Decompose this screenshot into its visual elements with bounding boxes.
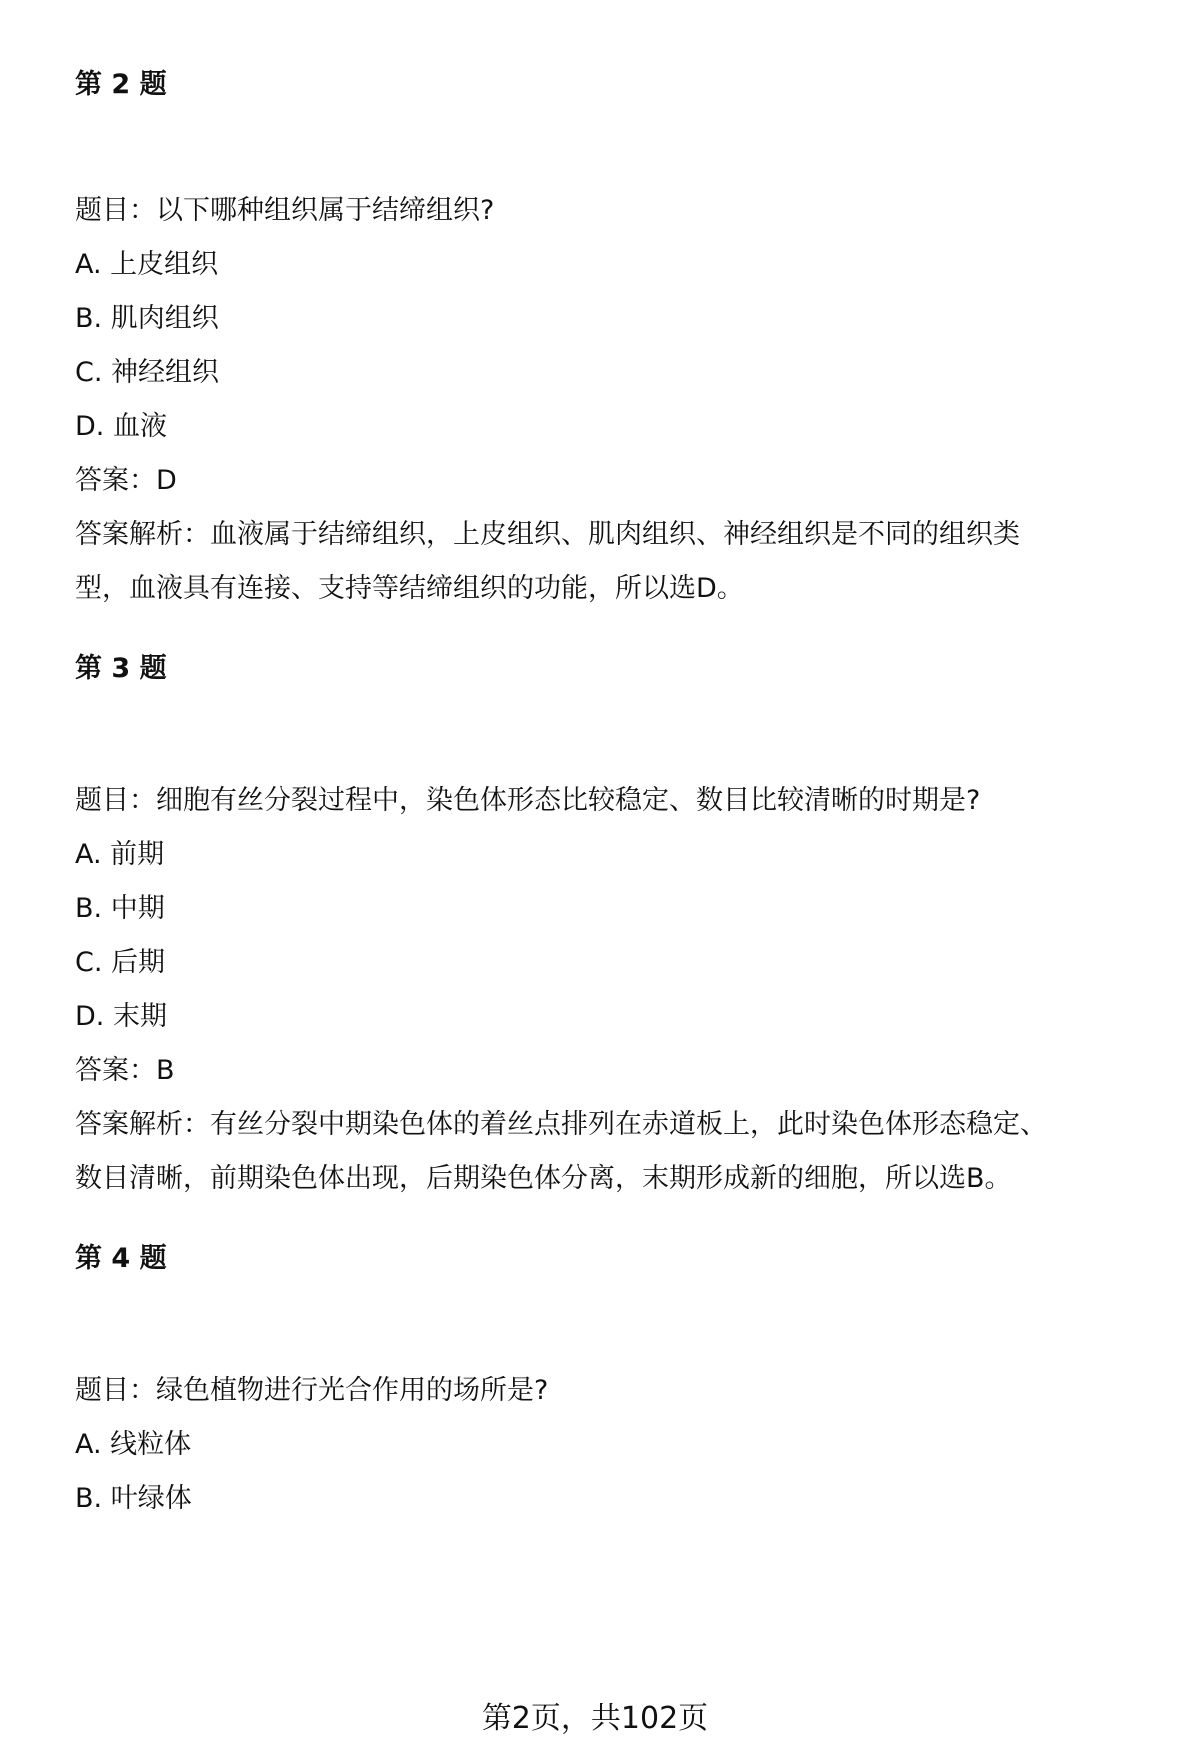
option-b: B. 叶绿体 [75,1483,192,1514]
explanation-line: 型，血液具有连接、支持等结缔组织的功能，所以选D。 [75,573,744,604]
question-heading: 第 4 题 [75,1243,167,1274]
question-text: 题目：绿色植物进行光合作用的场所是? [75,1375,549,1406]
option-b: B. 肌肉组织 [75,303,219,334]
answer: 答案：B [75,1055,175,1086]
option-a: A. 线粒体 [75,1429,192,1460]
option-d: D. 血液 [75,411,167,442]
question-heading: 第 3 题 [75,653,167,684]
explanation-line: 答案解析：血液属于结缔组织，上皮组织、肌肉组织、神经组织是不同的组织类 [75,519,1020,550]
option-c: C. 神经组织 [75,357,220,388]
answer: 答案：D [75,465,177,496]
question-text: 题目：细胞有丝分裂过程中，染色体形态比较稳定、数目比较清晰的时期是? [75,785,981,816]
option-d: D. 末期 [75,1001,167,1032]
explanation-line: 答案解析：有丝分裂中期染色体的着丝点排列在赤道板上，此时染色体形态稳定、 [75,1109,1047,1140]
question-text: 题目：以下哪种组织属于结缔组织? [75,195,495,226]
page-number-footer: 第2页，共102页 [481,1701,709,1736]
option-b: B. 中期 [75,893,165,924]
option-a: A. 上皮组织 [75,249,219,280]
explanation-line: 数目清晰，前期染色体出现，后期染色体分离，末期形成新的细胞，所以选B。 [75,1163,1012,1194]
option-c: C. 后期 [75,947,166,978]
question-heading: 第 2 题 [75,69,167,100]
option-a: A. 前期 [75,839,165,870]
